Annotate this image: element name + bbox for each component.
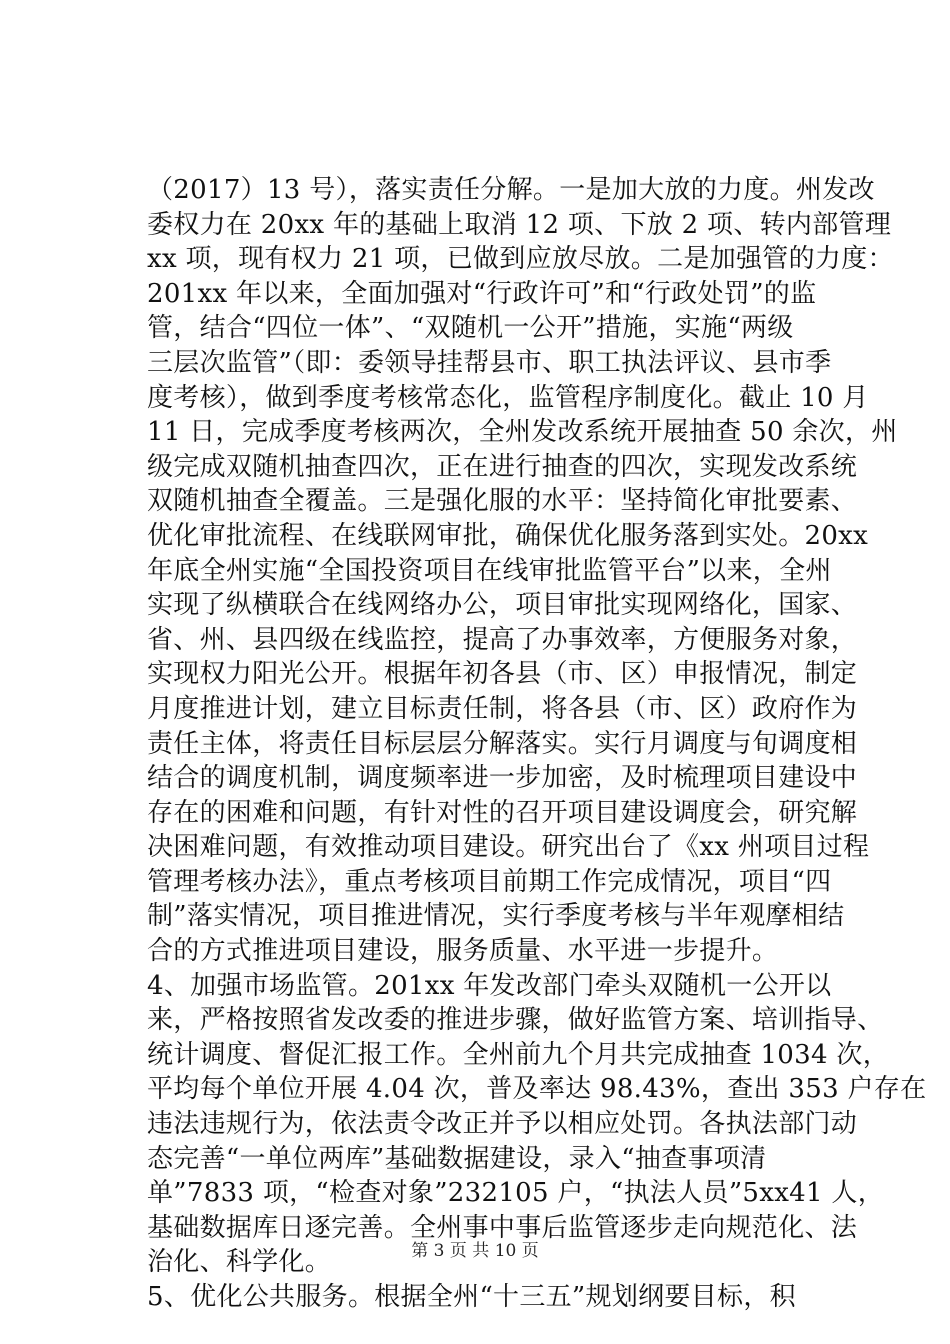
text-line: 来，严格按照省发改委的推进步骤，做好监管方案、培训指导、: [147, 1005, 884, 1036]
text-line: 平均每个单位开展 4.04 次，普及率达 98.43%，查出 353 户存在: [147, 1074, 927, 1105]
text-line: 基础数据库日逐完善。全州事中事后监管逐步走向规范化、法: [147, 1212, 858, 1243]
text-line: 决困难问题，有效推动项目建设。研究出台了《xx 州项目过程: [147, 832, 870, 863]
text-line: 年底全州实施“全国投资项目在线审批监管平台”以来，全州: [147, 555, 832, 586]
text-line: 4、加强市场监管。201xx 年发改部门牵头双随机一公开以: [147, 970, 832, 1001]
text-line: 结合的调度机制，调度频率进一步加密，及时梳理项目建设中: [147, 763, 858, 794]
text-line: 态完善“一单位两库”基础数据建设，录入“抽查事项清: [147, 1143, 767, 1174]
text-line: 201xx 年以来，全面加强对“行政许可”和“行政处罚”的监: [147, 278, 817, 309]
text-line: 省、州、县四级在线监控，提高了办事效率，方便服务对象，: [147, 624, 858, 655]
text-line: 实现了纵横联合在线网络办公，项目审批实现网络化，国家、: [147, 590, 858, 621]
text-line: 三层次监管”（即：委领导挂帮县市、职工执法评议、县市季: [147, 347, 832, 378]
text-line: 管理考核办法》，重点考核项目前期工作完成情况，项目“四: [147, 866, 832, 897]
text-line: 单”7833 项，“检查对象”232105 户，“执法人员”5xx41 人，: [147, 1178, 885, 1209]
text-line: 统计调度、督促汇报工作。全州前九个月共完成抽查 1034 次，: [147, 1039, 889, 1070]
text-line: 责任主体，将责任目标层层分解落实。实行月调度与旬调度相: [147, 728, 858, 759]
text-line: 双随机抽查全覆盖。三是强化服的水平：坚持简化审批要素、: [147, 486, 858, 517]
text-line: 制”落实情况，项目推进情况，实行季度考核与半年观摩相结: [147, 901, 845, 932]
text-line: 存在的困难和问题，有针对性的召开项目建设调度会，研究解: [147, 797, 858, 828]
text-line: （2017）13 号），落实责任分解。一是加大放的力度。州发改: [147, 175, 875, 205]
text-line: 优化审批流程、在线联网审批，确保优化服务落到实处。20xx: [147, 520, 869, 551]
text-line: 管，结合“四位一体”、“双随机一公开”措施，实施“两级: [147, 313, 794, 344]
text-line: xx 项，现有权力 21 项，已做到应放尽放。二是加强管的力度：: [147, 244, 894, 275]
text-line: 11 日，完成季度考核两次，全州发改系统开展抽查 50 余次，州: [147, 417, 898, 448]
text-line: 5、优化公共服务。根据全州“十三五”规划纲要目标，积: [147, 1282, 796, 1312]
text-line: 违法违规行为，依法责令改正并予以相应处罚。各执法部门动: [147, 1109, 858, 1140]
page-footer: 第 3 页 共 10 页: [411, 1241, 539, 1261]
text-line: 实现权力阳光公开。根据年初各县（市、区）申报情况，制定: [147, 659, 858, 690]
text-line: 合的方式推进项目建设，服务质量、水平进一步提升。: [147, 936, 779, 967]
text-line: 委权力在 20xx 年的基础上取消 12 项、下放 2 项、转内部管理: [147, 209, 892, 240]
text-line: 月度推进计划，建立目标责任制，将各县（市、区）政府作为: [147, 693, 858, 724]
text-line: 度考核），做到季度考核常态化，监管程序制度化。截止 10 月: [147, 382, 869, 413]
body-text: [147, 173, 927, 1315]
text-line: 治化、科学化。: [147, 1247, 332, 1278]
text-line: 级完成双随机抽查四次，正在进行抽查的四次，实现发改系统: [147, 451, 858, 482]
